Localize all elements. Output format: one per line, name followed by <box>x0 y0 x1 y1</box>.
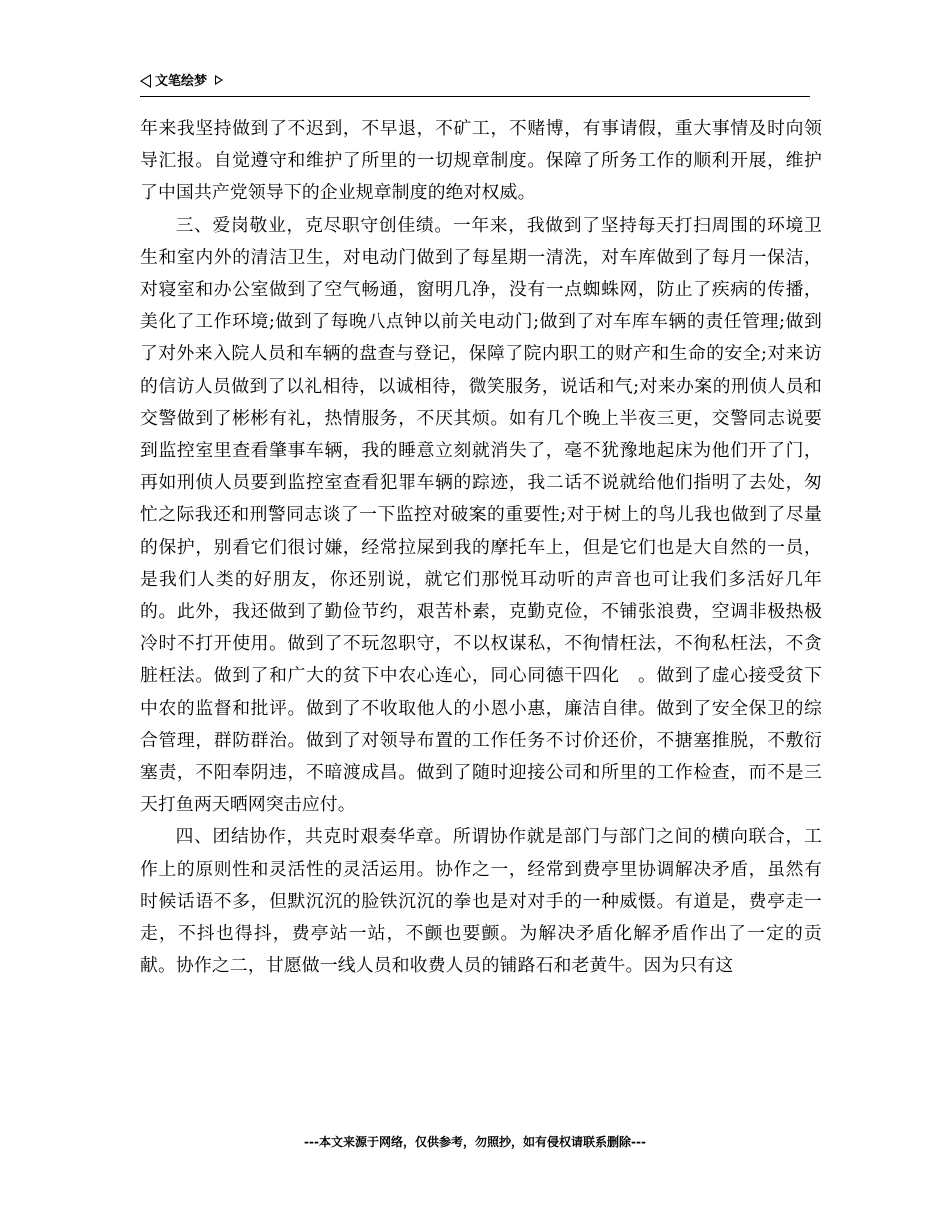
paragraph-section-four: 四、团结协作，共克时艰奏华章。所谓协作就是部门与部门之间的横向联合，工作上的原则性和灵活性的灵活运用。协作之一，经常到费亭里协调解决矛盾，虽然有时候话语不多，但默沉沉的脸铁沉沉的拳也是对对手的一种威慑。有道是，费亭走一走，不抖也得抖，费亭站一站，不颤也要颤。为解决矛盾化解矛盾作出了一定的贡献。协作之二，甘愿做一线人员和收费人员的铺路石和老黄牛。因为只有这 <box>140 826 822 977</box>
document-body <box>140 113 822 982</box>
footer-notice: ---本文来源于网络，仅供参考，勿照抄，如有侵权请联系删除--- <box>304 1135 646 1149</box>
triangle-right-icon <box>215 75 223 85</box>
paragraph-continued: 年来我坚持做到了不迟到，不早退，不矿工，不赌博，有事请假，重大事情及时向领导汇报。自觉遵守和维护了所里的一切规章制度。保障了所务工作的顺利开展，维护了中国共产党领导下的企业规章制度的绝对权威。 <box>140 118 822 204</box>
paragraph-section-three: 三、爱岗敬业，克尽职守创佳绩。一年来，我做到了坚持每天打扫周围的环境卫生和室内外的清洁卫生，对电动门做到了每星期一清洗，对车库做到了每月一保洁，对寝室和办公室做到了空气畅通，窗明几净，没有一点蜘蛛网，防止了疾病的传播，美化了工作环境;做到了每晚八点钟以前关电动门;做到了对车库车辆的责任管理;做到了对外来入院人员和车辆的盘查与登记，保障了院内职工的财产和生命的安全;对来访的信访人员做到了以礼相待，以诚相待，微笑服务，说话和气;对来办案的刑侦人员和交警做到了彬彬有礼，热情服务，不厌其烦。如有几个晚上半夜三更，交警同志说要到监控室里查看肇事车辆，我的睡意立刻就消失了，毫不犹豫地起床为他们开了门，再如刑侦人员要到监控室查看犯罪车辆的踪迹，我二话不说就给他们指明了去处，匆忙之际我还和刑警同志谈了一下监控对破案的重要性;对于树上的鸟儿我也做到了尽量的保护，别看它们很讨嫌，经常拉屎到我的摩托车上，但是它们也是大自然的一员，是我们人类的好朋友，你还别说，就它们那悦耳动听的声音也可让我们多活好几年的。此外，我还做到了勤俭节约，艰苦朴素，克勤克俭，不铺张浪费，空调非极热极冷时不打开使用。做到了不玩忽职守，不以权谋私，不徇情枉法，不徇私枉法，不贪脏枉法。做到了和广大的贫下中农心连心，同心同德干四化 。做到了虚心接受贫下中农的监督和批评。做到了不收取他人的小恩小惠，廉洁自律。做到了安全保卫的综合管理，群防群治。做到了对领导布置的工作任务不讨价还价，不搪塞推脱，不敷衍塞责，不阳奉阴违，不暗渡成昌。做到了随时迎接公司和所里的工作检查，而不是三天打鱼两天晒网突击应付。 <box>140 214 822 816</box>
header-brand: 文笔绘梦 <box>155 74 208 89</box>
triangle-left-icon <box>140 74 151 88</box>
page-header <box>140 72 810 97</box>
